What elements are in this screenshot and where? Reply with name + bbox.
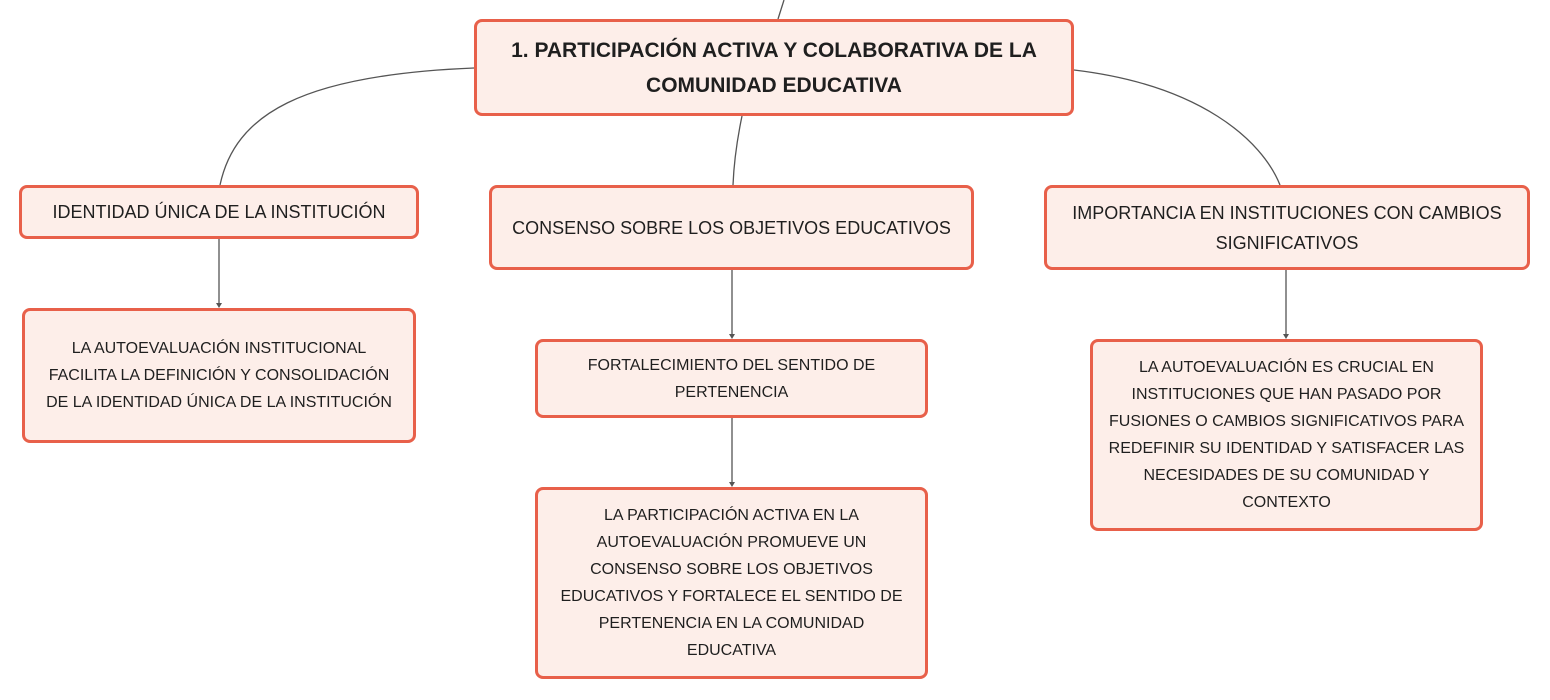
connector-root-to-importancia	[1074, 70, 1280, 185]
topic-node-consenso[interactable]	[489, 185, 974, 270]
topic-node-identidad[interactable]	[19, 185, 419, 239]
topic-node-importancia[interactable]	[1044, 185, 1530, 270]
subtopic-label: FORTALECIMIENTO DEL SENTIDO DE PERTENENCIA	[587, 356, 876, 401]
subtopic-node-fortalecimiento[interactable]	[535, 339, 928, 418]
subtopic-label: LA AUTOEVALUACIÓN INSTITUCIONAL FACILITA LA DEFINICIÓN Y CONSOLIDACIÓN DE LA IDENTIDAD ÚNICA DE LA INSTITUCIÓN	[46, 340, 392, 411]
subtopic-node-identidad-detail[interactable]	[22, 308, 416, 443]
connector-root-to-identidad	[220, 68, 474, 185]
topic-label: IDENTIDAD ÚNICA DE LA INSTITUCIÓN	[52, 202, 386, 222]
connector-root-to-consenso	[733, 116, 742, 185]
subtopic-label: LA AUTOEVALUACIÓN ES CRUCIAL EN INSTITUCIONES QUE HAN PASADO POR FUSIONES O CAMBIOS SIGNIFICATIVOS PARA REDEFINIR SU IDENTIDAD Y SATISFACER LAS NECESIDADES DE SU COMUNIDAD Y CONTEXTO	[1108, 359, 1465, 511]
topic-label: IMPORTANCIA EN INSTITUCIONES CON CAMBIOS SIGNIFICATIVOS	[1072, 202, 1502, 253]
subtopic-label: LA PARTICIPACIÓN ACTIVA EN LA AUTOEVALUACIÓN PROMUEVE UN CONSENSO SOBRE LOS OBJETIVOS EDUCATIVOS Y FORTALECE EL SENTIDO DE PERTENENCIA EN LA COMUNIDAD EDUCATIVA	[560, 507, 903, 659]
connector-parent-to-root	[778, 0, 784, 19]
subtopic-node-participacion-detail[interactable]	[535, 487, 928, 679]
root-topic-node[interactable]	[474, 19, 1074, 116]
subtopic-node-importancia-detail[interactable]	[1090, 339, 1483, 531]
root-topic-label: 1. PARTICIPACIÓN ACTIVA Y COLABORATIVA DE LA COMUNIDAD EDUCATIVA	[511, 38, 1037, 97]
topic-label: CONSENSO SOBRE LOS OBJETIVOS EDUCATIVOS	[512, 217, 951, 238]
